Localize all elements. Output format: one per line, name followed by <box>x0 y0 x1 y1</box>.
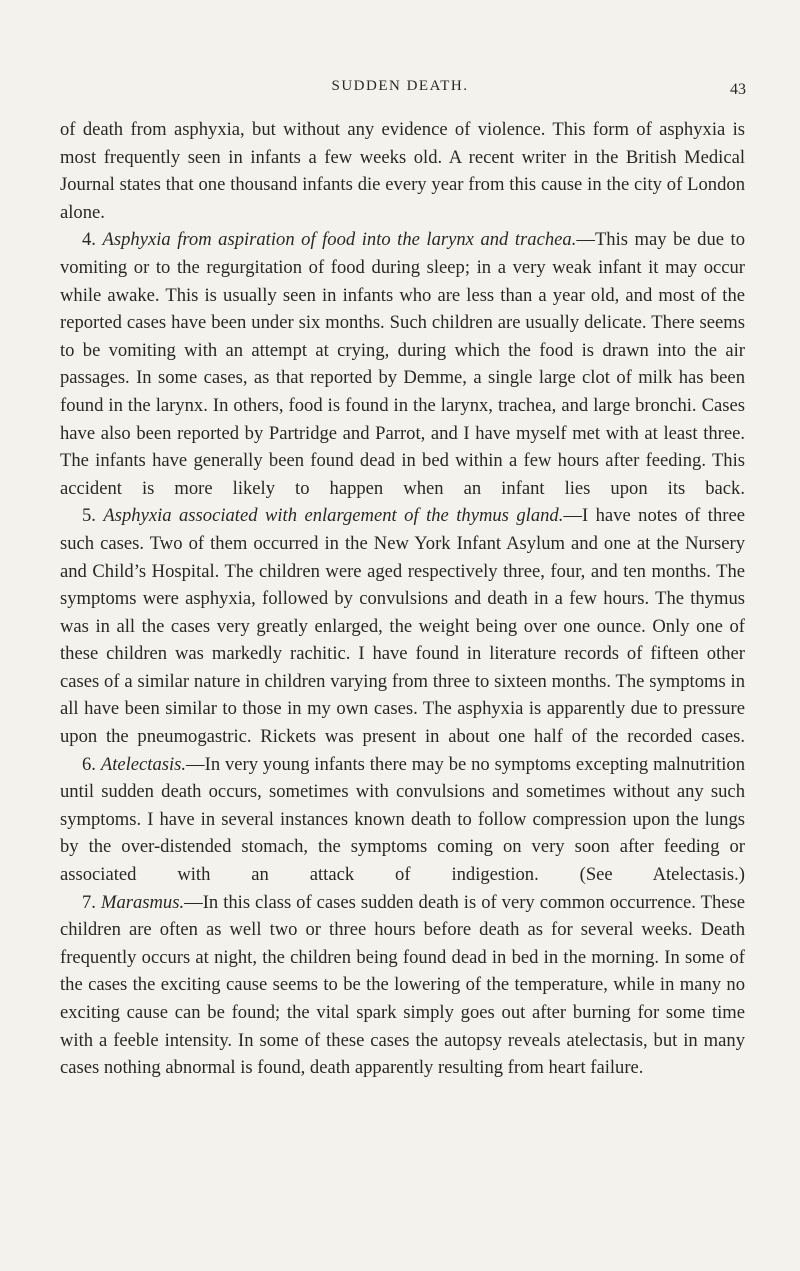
section-title: Marasmus. <box>100 891 185 913</box>
paragraph-text: —This may be due to vomiting or to the regurgitation of food during sleep; in a very weak infant it may occur while awake. This is usually seen in infants who are less than a year old, and most of the reported cases have been under six months. Such children are usually delicate. There seems to be vomiting with an attempt at crying, during which the food is drawn into the air passages. In some cases, as that reported by Demme, a single large clot of milk has been found in the larynx. In others, food is found in the larynx, trachea, and large bronchi. Cases have also been reported by Partridge and Parrot, and I have myself met with at least three. The infants have generally been found dead in bed within a few hours after feeding. This accident is more likely to happen when an infant lies upon its back. <box>60 229 745 499</box>
section-title: Atelectasis. <box>100 753 187 775</box>
section-number: 6. <box>82 753 96 775</box>
section-4-paragraph <box>60 226 745 502</box>
section-number: 5. <box>82 505 96 527</box>
page-number: 43 <box>730 81 746 98</box>
section-6-paragraph <box>60 751 745 889</box>
page-header <box>0 78 800 102</box>
section-5-paragraph <box>60 502 745 750</box>
paragraph-text: —I have notes of three such cases. Two of them occurred in the New York Infant Asylum and one at the Nursery and Child’s Hospital. The children were aged respectively three, four, and ten months. The symptoms were asphyxia, followed by convulsions and death in a few hours. The thymus was in all the cases very greatly enlarged, the weight being over one ounce. Only one of these children was markedly rachitic. I have found in literature records of fifteen other cases of a similar nature in children varying from three to sixteen months. The symptoms in all have been similar to those in my own cases. The asphyxia is apparently due to pressure upon the pneumogastric. Rickets was present in about one half of the recorded cases. <box>60 505 745 748</box>
section-7-paragraph <box>60 889 745 1082</box>
paragraph-continuation <box>60 116 745 226</box>
running-head: SUDDEN DEATH. <box>331 78 469 94</box>
section-number: 4. <box>82 229 96 251</box>
page-body <box>60 116 745 1082</box>
section-number: 7. <box>82 891 96 913</box>
section-title: Asphyxia from aspiration of food into the larynx and trachea. <box>102 229 577 251</box>
section-title: Asphyxia associated with enlargement of the thymus gland. <box>103 505 564 527</box>
paragraph-text: —In this class of cases sudden death is of very common occurrence. These children are often as well two or three hours before death as for several weeks. Death frequently occurs at night, the children being found dead in bed in the morning. In some of the cases the exciting cause seems to be the lowering of the temperature, while in many no exciting cause can be found; the vital spark simply goes out after burning for some time with a feeble intensity. In some of these cases the autopsy reveals atelectasis, but in many cases nothing abnormal is found, death apparently resulting from heart failure. <box>60 891 745 1079</box>
paragraph-text: of death from asphyxia, but without any evidence of violence. This form of asphyxia is most frequently seen in infants a few weeks old. A recent writer in the British Medical Journal states that one thousand infants die every year from this cause in the city of London alone. <box>60 119 745 223</box>
paragraph-text: —In very young infants there may be no symptoms excepting malnutrition until sudden death occurs, sometimes with convulsions and sometimes without any such symptoms. I have in several instances known death to follow compression upon the lungs by the over-distended stomach, the symptoms coming on very soon after feeding or associated with an attack of indigestion. (See Atelectasis.) <box>60 753 746 886</box>
